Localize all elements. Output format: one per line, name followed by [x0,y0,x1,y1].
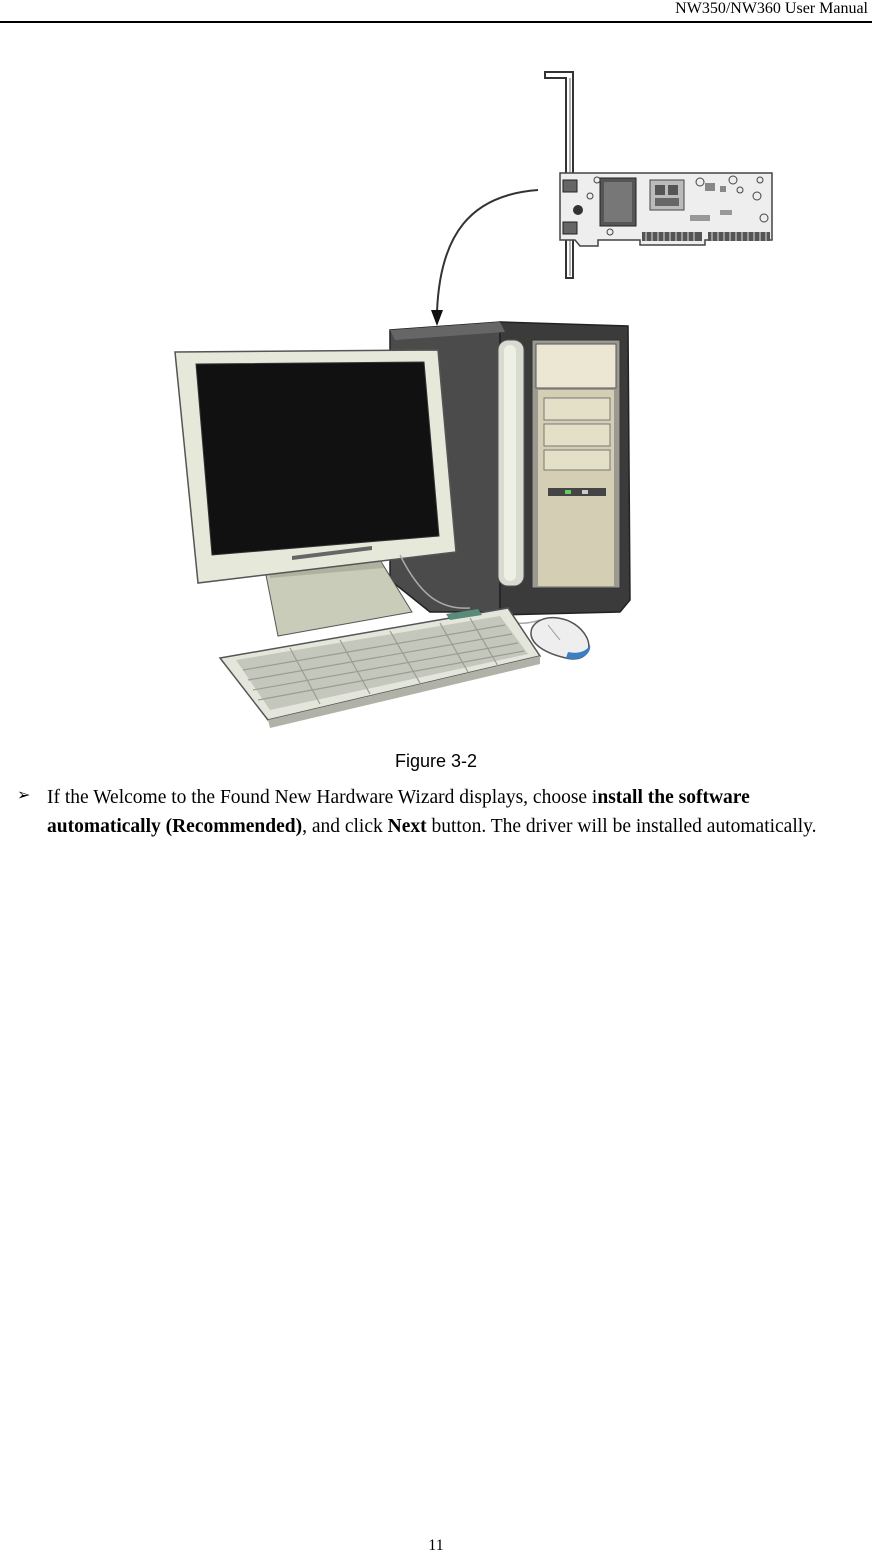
instruction-paragraph [47,783,837,841]
keyboard-icon [220,608,540,728]
figure-illustration [160,65,780,730]
bullet-arrow-icon: ➢ [17,785,31,804]
pci-card-icon [545,72,772,278]
instruction-text-1: If the Welcome to the Found New Hardware Wizard displays, choose i [47,787,598,808]
page-number: 11 [428,1537,444,1554]
next-button-reference: Next [387,816,427,837]
instruction-text-3: button. The driver will be installed automatically. [426,816,817,837]
insert-arrow-icon [431,190,538,326]
option-install-automatically: nstall the software automatically (Recommended) [47,787,750,837]
figure-caption: Figure 3-2 [394,751,478,771]
header-title: NW350/NW360 User Manual [675,0,868,17]
mouse-icon [531,618,590,659]
page-header [0,0,872,23]
instruction-text-2: , and click [302,816,388,837]
